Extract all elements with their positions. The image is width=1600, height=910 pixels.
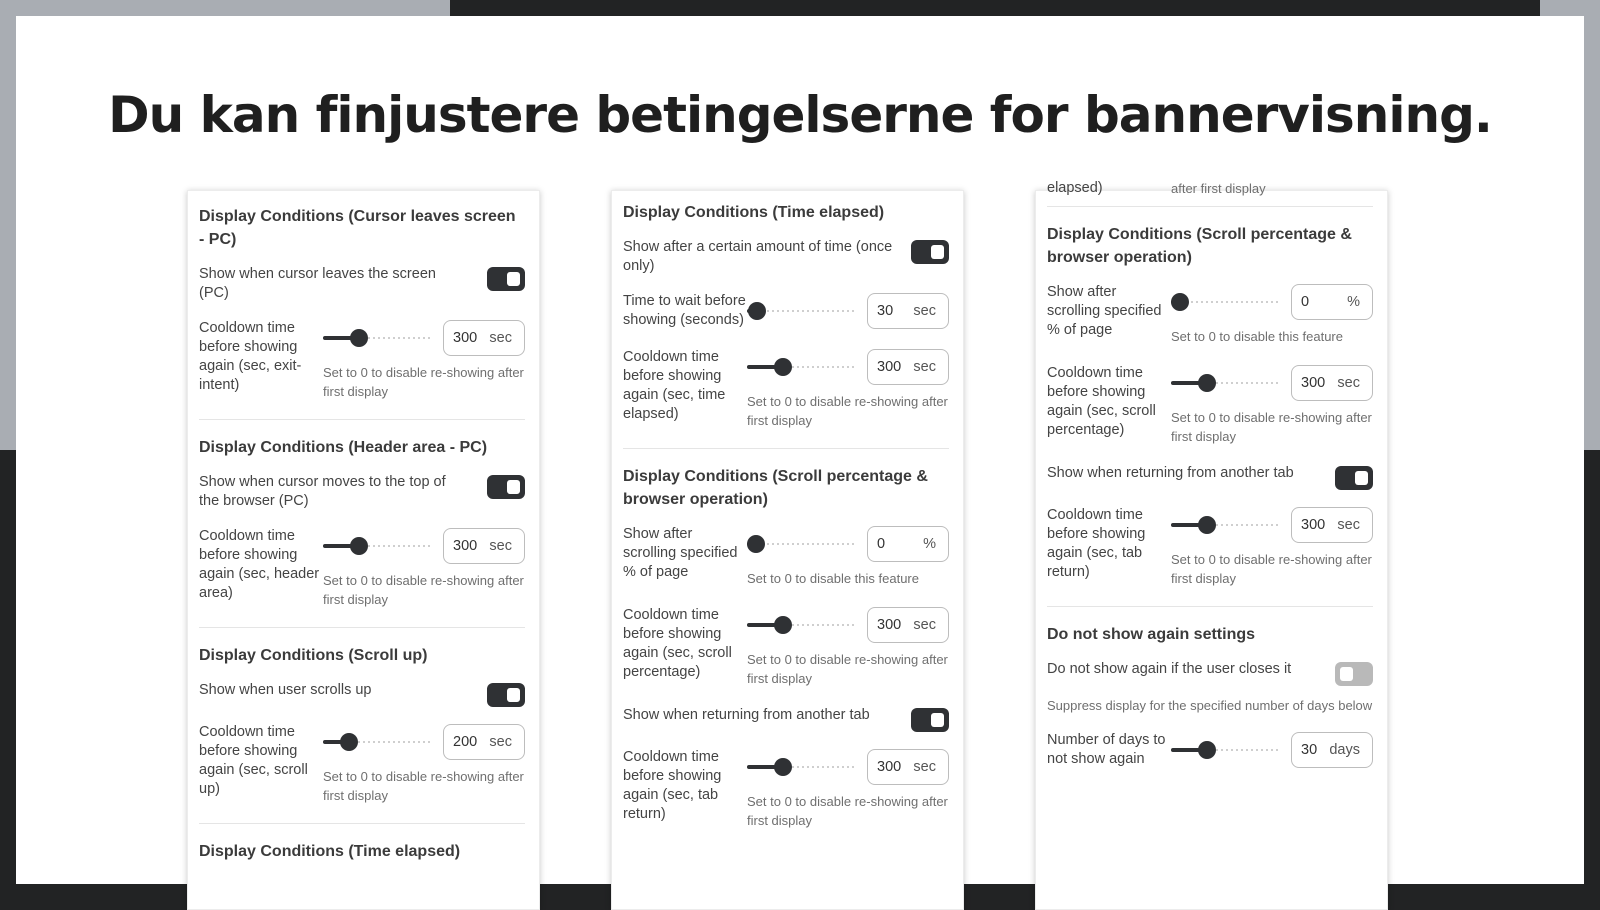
input-unit: % [923, 536, 936, 552]
slider-knob[interactable] [747, 535, 765, 553]
input-value: 200 [453, 734, 478, 750]
input-value: 30 [877, 303, 894, 319]
input-unit: sec [1337, 375, 1360, 391]
slider-label: Show after scrolling specified % of page [623, 526, 738, 580]
section-header-area [199, 420, 525, 628]
wait-time-input[interactable] [867, 293, 949, 329]
cooldown-input[interactable] [443, 528, 525, 564]
input-unit: sec [1337, 517, 1360, 533]
hint-text: Set to 0 to disable re-showing after first display [323, 769, 524, 803]
input-value: 300 [877, 617, 902, 633]
slide [16, 16, 1584, 884]
cooldown-slider[interactable] [323, 536, 431, 556]
time-elapsed-toggle[interactable] [911, 240, 949, 264]
section-scroll-percentage [1047, 207, 1373, 607]
section-title: Display Conditions (Scroll percentage & browser operation) [623, 468, 928, 508]
hint-text: Set to 0 to disable re-showing after first display [747, 394, 948, 428]
cooldown-slider[interactable] [747, 757, 855, 777]
cooldown-input[interactable] [443, 320, 525, 356]
section-title: Display Conditions (Scroll percentage & browser operation) [1047, 226, 1352, 266]
input-unit: % [1347, 294, 1360, 310]
section-title: Display Conditions (Scroll up) [199, 647, 428, 664]
cooldown-slider[interactable] [1171, 373, 1279, 393]
slider-label-partial: elapsed) [1047, 180, 1103, 196]
scroll-percent-slider[interactable] [747, 534, 855, 554]
input-value: 300 [453, 330, 478, 346]
do-not-show-again-toggle[interactable] [1335, 662, 1373, 686]
slider-label: Show after scrolling specified % of page [1047, 284, 1162, 338]
slider-label: Cooldown time before showing again (sec, tab return) [1047, 507, 1146, 580]
input-unit: sec [489, 538, 512, 554]
hint-text: Set to 0 to disable re-showing after first display [323, 573, 524, 607]
scroll-up-toggle[interactable] [487, 683, 525, 707]
hint-text: Suppress display for the specified number of days below [1047, 698, 1373, 713]
input-value: 0 [877, 536, 886, 552]
slider-label: Cooldown time before showing again (sec, scroll up) [199, 724, 308, 797]
days-input[interactable] [1291, 732, 1373, 768]
section-time-elapsed [199, 824, 525, 863]
slider-knob[interactable] [1198, 374, 1216, 392]
input-value: 300 [1301, 517, 1326, 533]
toggle-label: Show when returning from another tab [1047, 465, 1294, 481]
section-do-not-show-again [1047, 607, 1373, 769]
hint-text: Set to 0 to disable re-showing after first display [1171, 552, 1372, 586]
input-unit: sec [913, 759, 936, 775]
toggle-label: Show when cursor moves to the top of the browser (PC) [199, 474, 446, 509]
slider-label: Cooldown time before showing again (sec, tab return) [623, 749, 722, 822]
wait-time-slider[interactable] [747, 301, 855, 321]
slider-knob[interactable] [1198, 741, 1216, 759]
tab-return-toggle[interactable] [1335, 466, 1373, 490]
cooldown-slider[interactable] [1171, 515, 1279, 535]
slider-label: Number of days to not show again [1047, 732, 1166, 767]
toggle-label: Show after a certain amount of time (once only) [623, 239, 893, 274]
input-unit: days [1329, 742, 1360, 758]
input-value: 300 [877, 759, 902, 775]
input-unit: sec [913, 617, 936, 633]
slider-label: Cooldown time before showing again (sec, scroll percentage) [1047, 365, 1156, 438]
slider-knob[interactable] [748, 302, 766, 320]
tab-return-toggle[interactable] [911, 708, 949, 732]
input-value: 300 [1301, 375, 1326, 391]
slider-knob[interactable] [774, 358, 792, 376]
slider-knob[interactable] [350, 329, 368, 347]
section-title: Display Conditions (Time elapsed) [199, 843, 461, 860]
scroll-percent-slider[interactable] [1171, 292, 1279, 312]
settings-panel-middle [611, 190, 964, 910]
slider-knob[interactable] [340, 733, 358, 751]
input-unit: sec [913, 359, 936, 375]
slider-label: Cooldown time before showing again (sec, scroll percentage) [623, 607, 732, 680]
slider-knob[interactable] [350, 537, 368, 555]
days-slider[interactable] [1171, 740, 1279, 760]
toggle-label: Do not show again if the user closes it [1047, 661, 1292, 677]
cooldown-slider[interactable] [747, 615, 855, 635]
slider-label: Cooldown time before showing again (sec, header area) [199, 528, 320, 601]
section-time-elapsed [623, 187, 949, 449]
input-unit: sec [489, 734, 512, 750]
scroll-percent-input[interactable] [867, 526, 949, 562]
cooldown-input[interactable] [443, 724, 525, 760]
exit-intent-toggle[interactable] [487, 267, 525, 291]
input-value: 30 [1301, 742, 1318, 758]
cooldown-input[interactable] [867, 607, 949, 643]
hint-text: Set to 0 to disable this feature [1171, 329, 1343, 344]
hint-text: Set to 0 to disable re-showing after first display [323, 365, 524, 399]
cooldown-input[interactable] [867, 749, 949, 785]
cooldown-input[interactable] [1291, 507, 1373, 543]
hint-text: Set to 0 to disable re-showing after first display [1171, 410, 1372, 444]
hint-text: Set to 0 to disable re-showing after first display [747, 794, 948, 828]
settings-panel-left [187, 190, 540, 910]
slider-label: Cooldown time before showing again (sec, exit-intent) [199, 320, 302, 393]
slider-knob[interactable] [1198, 516, 1216, 534]
scroll-percent-input[interactable] [1291, 284, 1373, 320]
settings-panel-right [1035, 180, 1388, 910]
header-area-toggle[interactable] [487, 475, 525, 499]
toggle-label: Show when cursor leaves the screen (PC) [199, 266, 436, 301]
section-title: Do not show again settings [1047, 626, 1256, 643]
cooldown-slider[interactable] [747, 357, 855, 377]
input-value: 0 [1301, 294, 1310, 310]
hint-text: Set to 0 to disable this feature [747, 571, 919, 586]
slide-headline: Du kan finjustere betingelserne for bannervisning. [108, 86, 1492, 144]
section-title: Display Conditions (Time elapsed) [623, 204, 885, 221]
input-value: 300 [877, 359, 902, 375]
cooldown-input[interactable] [1291, 365, 1373, 401]
slider-knob[interactable] [774, 616, 792, 634]
section-scroll-percentage [623, 449, 949, 830]
section-title: Display Conditions (Header area - PC) [199, 439, 488, 456]
slider-knob[interactable] [774, 758, 792, 776]
section-cursor-leaves [199, 191, 525, 420]
hint-text-partial: after first display [1171, 181, 1266, 196]
input-value: 300 [453, 538, 478, 554]
cooldown-input[interactable] [867, 349, 949, 385]
hint-text: Set to 0 to disable re-showing after first display [747, 652, 948, 686]
toggle-label: Show when user scrolls up [199, 682, 372, 698]
cooldown-slider[interactable] [323, 328, 431, 348]
section-title: Display Conditions (Cursor leaves screen - PC) [199, 208, 516, 248]
toggle-label: Show when returning from another tab [623, 707, 870, 723]
cooldown-slider[interactable] [323, 732, 431, 752]
input-unit: sec [489, 330, 512, 346]
slider-label: Time to wait before showing (seconds) [623, 293, 746, 328]
section-scroll-up [199, 628, 525, 824]
slider-knob[interactable] [1171, 293, 1189, 311]
input-unit: sec [913, 303, 936, 319]
slider-label: Cooldown time before showing again (sec, time elapsed) [623, 349, 726, 422]
